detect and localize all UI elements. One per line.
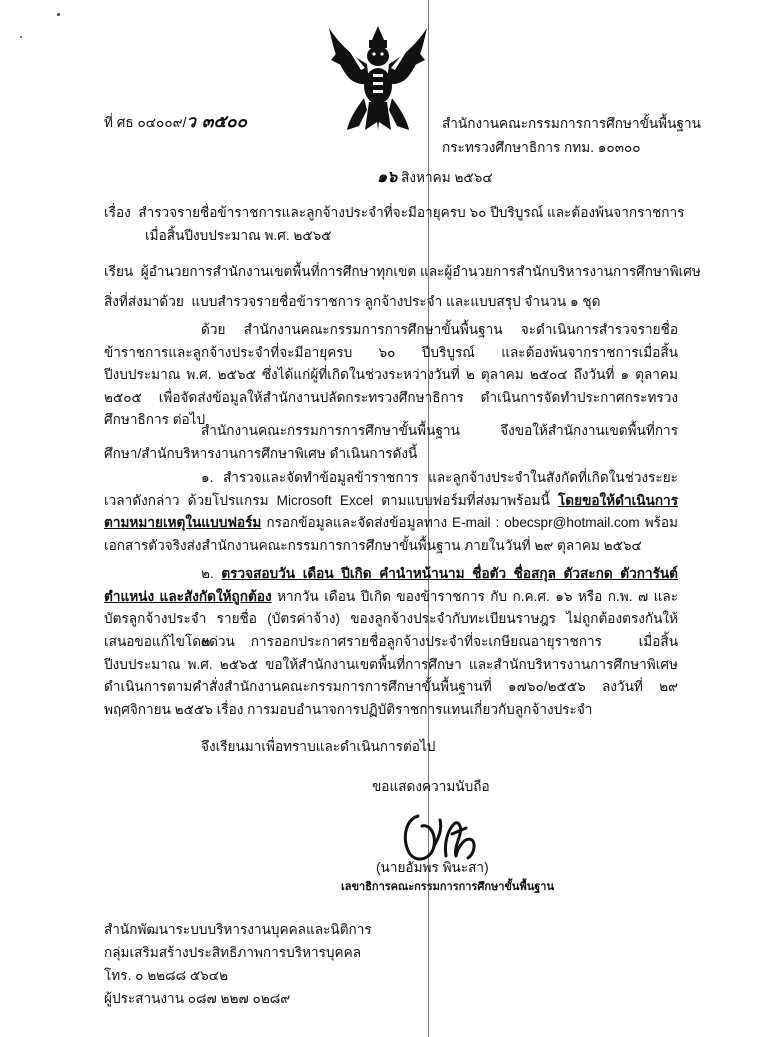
item-1-text-a: ๑. สำรวจและจัดทำข้อมูลข้าราชการ และลูกจ้างประจำในสังกัดที่เกิดในช่วงระยะเวลาดังกล่าว ด้วยโปรแกรม Microsoft Excel ตามแบบฟอร์มที่ส่งมาพร้อมนี้ (104, 470, 678, 508)
scan-speck (20, 36, 22, 38)
date-month-year: สิงหาคม ๒๕๖๔ (401, 170, 493, 185)
enclosure-label: สิ่งที่ส่งมาด้วย (104, 294, 184, 309)
addressee-text: ผู้อำนวยการสำนักงานเขตพื้นที่การศึกษาทุกเขต และผู้อำนวยการสำนักบริหารงานการศึกษาพิเศษ (140, 264, 701, 279)
addressee (104, 262, 701, 281)
footer-department: สำนักพัฒนาระบบบริหารงานบุคคลและนิติการ (104, 922, 372, 937)
signer-name: (นายอัมพร พินะสา) (376, 860, 489, 875)
subject-text1: สำรวจรายชื่อข้าราชการและลูกจ้างประจำที่จะมีอายุครบ ๖๐ ปีบริบูรณ์ และต้องพ้นจากราชการ (138, 205, 685, 220)
enclosure (104, 292, 600, 311)
footer-coordinator: ผู้ประสานงาน ๐๘๗ ๒๒๗ ๐๒๘๙ (104, 991, 291, 1006)
subject-line1 (104, 203, 684, 222)
item-2-number: ๒. (201, 566, 222, 581)
sender-office-line2: กระทรวงศึกษาธิการ กทม. ๑๐๓๐๐ (442, 140, 641, 155)
enclosure-text: แบบสำรวจรายชื่อข้าราชการ ลูกจ้างประจำ และแบบสรุป จำนวน ๑ ชุด (191, 294, 601, 309)
footer-phone: โทร. ๐ ๒๒๘๘ ๕๖๔๒ (104, 968, 229, 983)
reference-number (104, 113, 247, 132)
letter-date (377, 167, 493, 187)
signer-title: เลขาธิการคณะกรรมการการศึกษาขั้นพื้นฐาน (341, 881, 554, 893)
body-paragraph-2 (104, 420, 678, 465)
footer-group: กลุ่มเสริมสร้างประสิทธิภาพการบริหารบุคคล (104, 945, 362, 960)
body-item-1 (104, 467, 678, 557)
reference-prefix: ที่ ศธ ๐๔๐๐๙/ (104, 115, 187, 130)
date-day-handwritten: ๑๖ (377, 167, 398, 186)
body-item-3 (104, 631, 678, 721)
item-1-text-b: กรอกข้อมูลและจัดส่งข้อมูลทาง E-mail : obecspr@hotmail.com พร้อมเอกสารตัวจริงส่งสำนักงานคณะกรรมการการศึกษาขั้นพื้นฐาน ภายในวันที่ ๒๙ ตุลาคม ๒๕๖๔ (104, 515, 678, 553)
body-paragraph-2-text: สำนักงานคณะกรรมการการศึกษาขั้นพื้นฐาน จึงขอให้สำนักงานเขตพื้นที่การศึกษา/สำนักบริหารงานการศึกษาพิเศษ ดำเนินการดังนี้ (104, 423, 678, 461)
sender-office-line1: สำนักงานคณะกรรมการการศึกษาขั้นพื้นฐาน (442, 116, 701, 131)
item-3-text: ๓. การออกประกาศรายชื่อลูกจ้างประจำที่จะเกษียณอายุราชการ เมื่อสิ้นปีงบประมาณ พ.ศ. ๒๕๖๕ ขอให้สำนักงานเขตพื้นที่การศึกษา และสำนักบริหารงานการศึกษาพิเศษ ดำเนินการตามคำสั่งสำนักงานคณะกรรมการการศึกษาขั้นพื้นฐานที่ ๑๗๖๐/๒๕๕๖ ลงวันที่ ๒๙ พฤศจิกายน ๒๕๕๖ เรื่อง การมอบอำนาจการปฏิบัติราชการแทนเกี่ยวกับลูกจ้างประจำ (104, 634, 678, 717)
item-1-emphasis: โดยขอให้ดำเนินการตามหมายเหตุในแบบฟอร์ม (104, 492, 678, 531)
subject-line2: เมื่อสิ้นปีงบประมาณ พ.ศ. ๒๕๖๕ (145, 228, 332, 243)
body-paragraph-1-text: ด้วย สำนักงานคณะกรรมการการศึกษาขั้นพื้นฐาน จะดำเนินการสำรวจรายชื่อข้าราชการและลูกจ้างประจำที่จะมีอายุครบ ๖๐ ปีบริบูรณ์ และต้องพ้นจากราชการเมื่อสิ้นปีงบประมาณ พ.ศ. ๒๕๖๕ ซึ่งได้แก่ผู้ที่เกิดในช่วงระหว่างวันที่ ๒ ตุลาคม ๒๕๐๔ ถึงวันที่ ๑ ตุลาคม ๒๕๐๕ เพื่อจัดส่งข้อมูลให้สำนักงานปลัดกระทรวงศึกษาธิการ ดำเนินการจัดทำประกาศกระทรวงศึกษาธิการ ต่อไป (104, 322, 678, 428)
subject-label: เรื่อง (104, 205, 131, 220)
handwritten-signature (396, 806, 480, 864)
item-2-emphasis: ตรวจสอบวัน เดือน ปีเกิด คำนำหน้านาม ชื่อตัว ชื่อสกุล ตัวสะกด ตัวการันต์ ตำแหน่ง และสังกัดให้ถูกต้อง (104, 566, 679, 604)
scan-speck (57, 13, 60, 16)
garuda-emblem-icon (325, 24, 431, 134)
closing-line: จึงเรียนมาเพื่อทราบและดำเนินการต่อไป (201, 739, 436, 754)
reference-handwritten: ว ๓๕๐๐ (186, 112, 248, 132)
item-2-text: หากวัน เดือน ปีเกิด ของข้าราชการ กับ ก.ค.ศ. ๑๖ หรือ ก.พ. ๗ และบัตรลูกจ้างประจำ รายชื่อ (บัตรค่าจ้าง) ของลูกจ้างประจำกับทะเบียนราษฎร ไม่ถูกต้องตรงกันให้เสนอขอแก้ไขโดยด่วน (104, 588, 679, 649)
closing-regards: ขอแสดงความนับถือ (372, 779, 490, 794)
body-paragraph-1 (104, 319, 678, 432)
addressee-label: เรียน (104, 264, 134, 279)
